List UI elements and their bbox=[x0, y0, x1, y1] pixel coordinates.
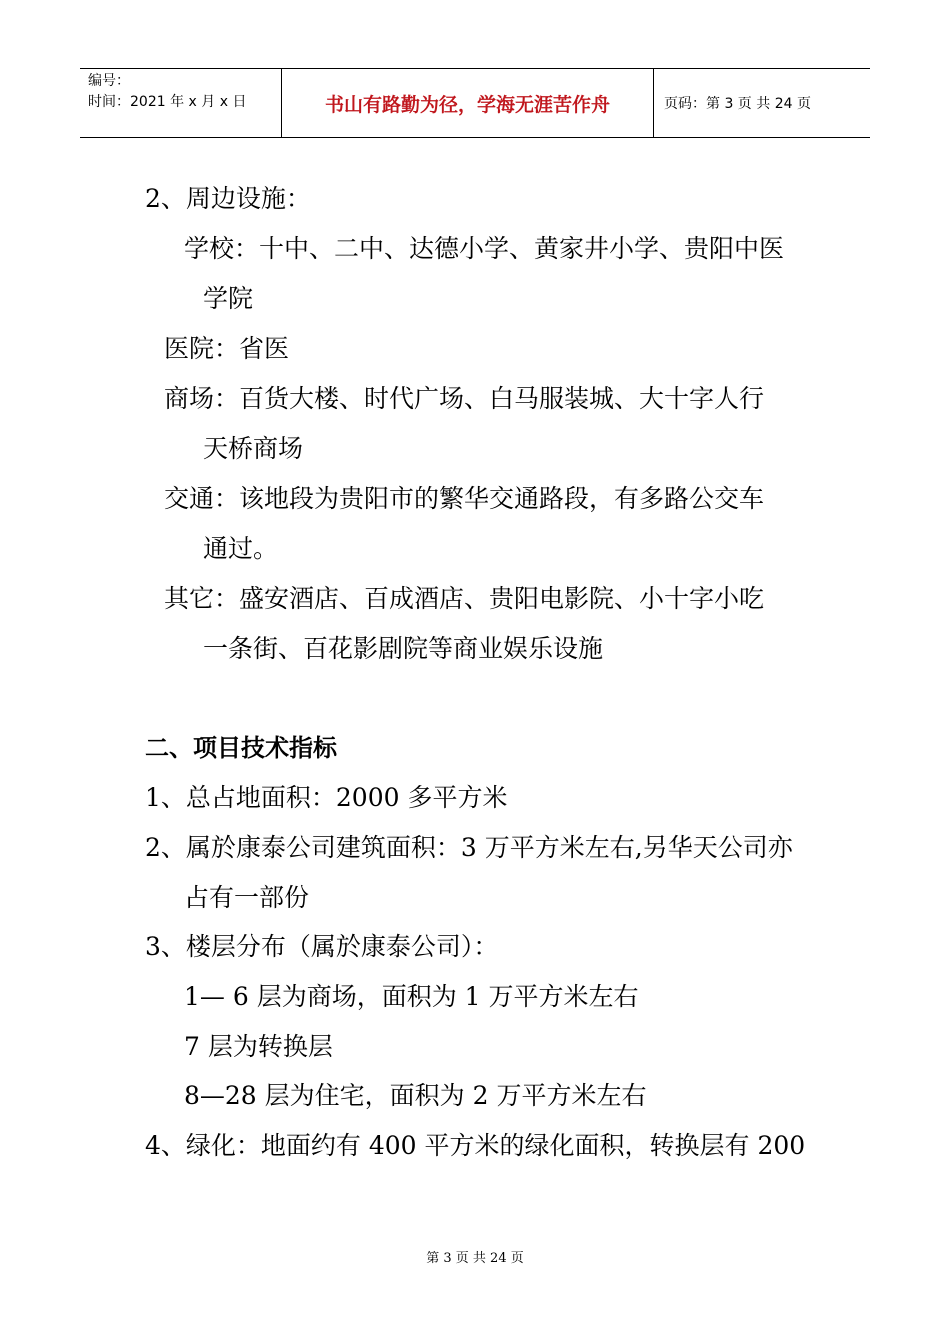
paragraph-line: 2、属於康泰公司建筑面积：3 万平方米左右,另华天公司亦 bbox=[145, 833, 793, 862]
number-label: 编号： bbox=[88, 73, 130, 89]
section-heading: 二、项目技术指标 bbox=[145, 734, 337, 762]
paragraph-line: 7 层为转换层 bbox=[184, 1032, 333, 1061]
header-page-info: 页码：第 3 页 共 24 页 bbox=[664, 96, 811, 112]
paragraph-line: 3、楼层分布（属於康泰公司）： bbox=[145, 932, 499, 961]
paragraph-line: 通过。 bbox=[203, 534, 279, 563]
page-footer: 第 3 页 共 24 页 bbox=[426, 1251, 524, 1266]
paragraph-line: 占有一部份 bbox=[184, 883, 310, 912]
section-subheading: 2、周边设施： bbox=[145, 184, 311, 213]
paragraph-line: 一条街、百花影剧院等商业娱乐设施 bbox=[203, 634, 604, 663]
paragraph-line: 学校：十中、二中、达德小学、黄家井小学、贵阳中医 bbox=[184, 234, 785, 263]
paragraph-line: 交通：该地段为贵阳市的繁华交通路段，有多路公交车 bbox=[164, 484, 765, 513]
time-label: 时间：2021 年 x 月 x 日 bbox=[88, 94, 247, 110]
paragraph-line: 医院：省医 bbox=[164, 334, 290, 363]
paragraph-line: 8—28 层为住宅，面积为 2 万平方米左右 bbox=[184, 1081, 647, 1110]
paragraph-line: 商场：百货大楼、时代广场、白马服装城、大十字人行 bbox=[164, 384, 765, 413]
header-motto: 书山有路勤为径，学海无涯苦作舟 bbox=[324, 93, 610, 116]
paragraph-line: 1— 6 层为商场，面积为 1 万平方米左右 bbox=[184, 982, 639, 1011]
paragraph-line: 学院 bbox=[203, 284, 254, 313]
paragraph-line: 其它：盛安酒店、百成酒店、贵阳电影院、小十字小吃 bbox=[164, 584, 765, 613]
paragraph-line: 1、总占地面积：2000 多平方米 bbox=[145, 783, 508, 812]
paragraph-line: 4、绿化：地面约有 400 平方米的绿化面积，转换层有 200 bbox=[145, 1131, 806, 1160]
paragraph-line: 天桥商场 bbox=[203, 434, 304, 463]
